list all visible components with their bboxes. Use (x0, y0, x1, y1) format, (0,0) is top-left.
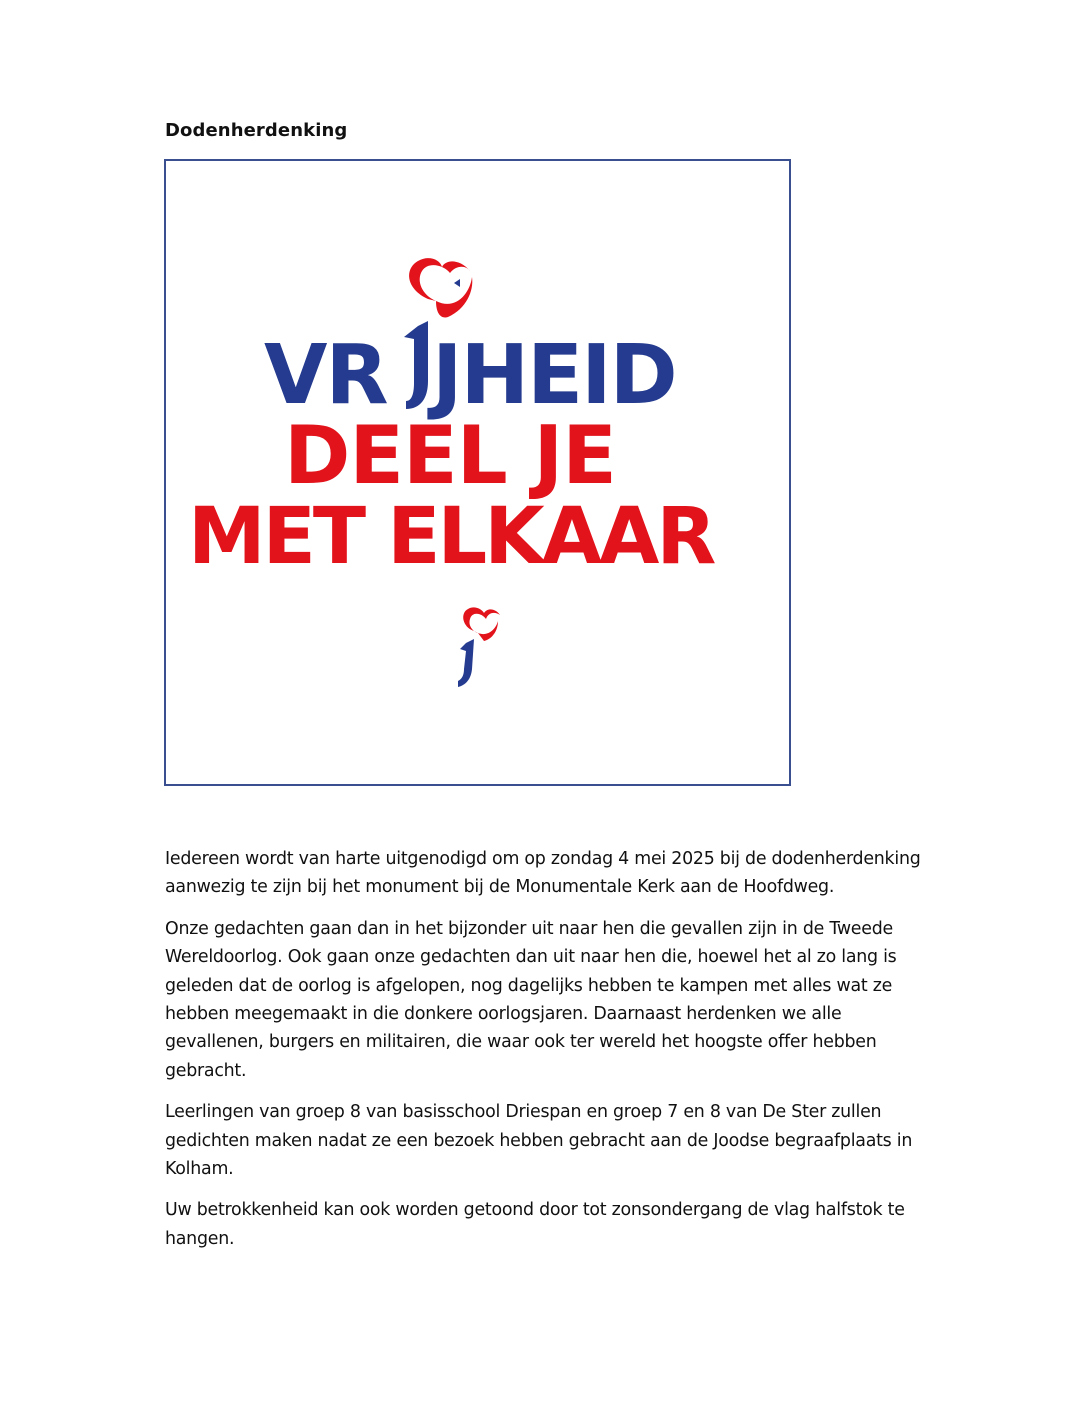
text-line: gebracht. (165, 1060, 247, 1081)
text-line: Wereldoorlog. Ook gaan onze gedachten dan uit naar hen die, hoewel het al zo lang is (165, 947, 897, 968)
torch-handle-icon (404, 321, 428, 409)
text-line: gevallenen, burgers en militairen, die waar ook ter wereld het hoogste offer hebben (165, 1032, 877, 1053)
vrijheid-poster (164, 159, 791, 786)
torch-flame-icon (409, 258, 472, 317)
small-torch-logo-icon (458, 607, 500, 687)
document-title: Dodenherdenking (165, 120, 348, 141)
body-text (165, 845, 925, 1266)
paragraph-remembrance (165, 915, 925, 1085)
poster-line3: MET ELKAAR (188, 492, 714, 582)
poster-line1-right: JHEID (432, 328, 676, 423)
text-line: aanwezig te zijn bij het monument bij de Monumentale Kerk aan de Hoofdweg. (165, 877, 835, 898)
text-line: Iedereen wordt van harte uitgenodigd om op zondag 4 mei 2025 bij de dodenherdenking (165, 849, 921, 869)
poster-line1-left: VR (264, 328, 387, 423)
text-line: hangen. (165, 1228, 235, 1249)
poster-line2: DEEL JE (284, 409, 616, 502)
text-line: gedichten maken nadat ze een bezoek hebben gebracht aan de Joodse begraafplaats in (165, 1130, 913, 1151)
text-line: geleden dat de oorlog is afgelopen, nog dagelijks hebben te kampen met alles wat ze (165, 975, 893, 996)
text-line: Kolham. (165, 1159, 234, 1180)
paragraph-invitation (165, 845, 925, 902)
text-line: Leerlingen van groep 8 van basisschool Driespan en groep 7 en 8 van De Ster zullen (165, 1102, 882, 1123)
text-line: hebben meegemaakt in die donkere oorlogsjaren. Daarnaast herdenken we alle (165, 1004, 842, 1025)
text-line: Uw betrokkenheid kan ook worden getoond door tot zonsondergang de vlag halfstok te (165, 1200, 905, 1221)
poster-graphic (166, 161, 789, 784)
paragraph-students (165, 1098, 925, 1183)
paragraph-flag (165, 1196, 925, 1253)
text-line: Onze gedachten gaan dan in het bijzonder uit naar hen die gevallen zijn in de Tweede (165, 918, 893, 939)
